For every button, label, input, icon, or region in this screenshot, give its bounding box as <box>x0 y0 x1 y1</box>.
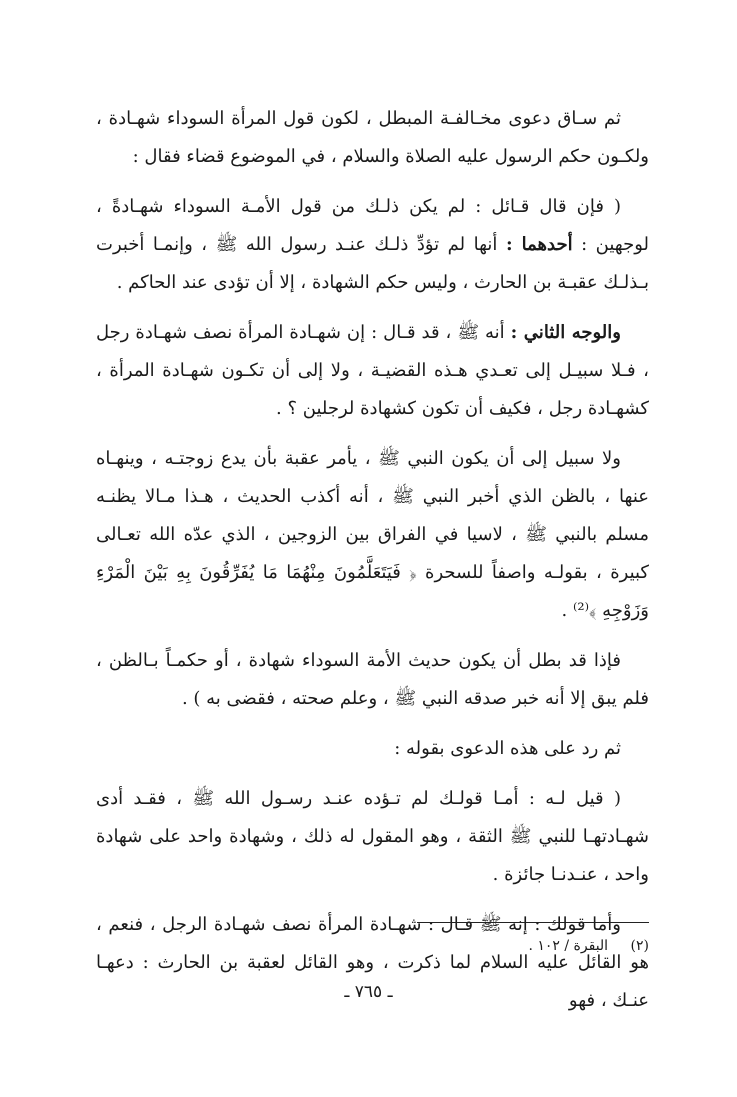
paragraph-text: وأما قولك : إنه ﷺ قـال : شهـادة المرأة نصف شهـادة الرجل ، فنعم ، هو القائل عليه السلام لما ذكرت ، وهو القائل لعقبة بن الحارث : دعهـا عنـك ، فهو <box>96 914 649 1011</box>
page-number: ـ ٧٦٥ ـ <box>344 982 393 1002</box>
paragraph-text: ( فإن قال قـائل : لم يكن ذلـك من قول الأمـة السوداء شهـادةً ، لوجهين : <box>96 196 649 255</box>
footnote-divider <box>417 922 649 923</box>
paragraph-2 <box>96 188 649 302</box>
paragraph-text: فإذا قد بطل أن يكون حديث الأمة السوداء شهادة ، أو حكمـاً بـالظن ، فلم يبق إلا أنه خبر صدقه النبي ﷺ ، وعلم صحته ، فقضى به ) . <box>96 650 649 709</box>
page-body <box>96 100 649 1032</box>
footnote-number: (٢) <box>630 938 649 954</box>
paragraph-text: أنه ﷺ ، قد قـال : إن شهـادة المرأة نصف شهـادة رجل ، فـلا سبيـل إلى تعـدي هـذه القضيـة ، ولا إلى أن تكـون شهـادة المرأة ، كشهـادة رجل ، فكيف أن تكون كشهادة لرجلين ؟ . <box>96 322 649 419</box>
paragraph-text: ولا سبيل إلى أن يكون النبي ﷺ ، يأمر عقبة بأن يدع زوجتـه ، وينهـاه عنها ، بالظن الذي أخبر النبي ﷺ ، أنه أكذب الحديث ، هـذا مـالا يظنـه مسلم بالنبي ﷺ ، لاسيا في الفراق بين الزوجين ، الذي عدّه الله تعـالى كبيرة ، بقولـه واصفاً للسحرة ﴿ فَيَتَعَلَّمُونَ مِنْهُمَا مَا يُفَرِّقُونَ بِهِ بَيْنَ الْمَرْءِ وَزَوْجِهِ ﴾⁽²⁾ . <box>96 448 649 621</box>
footnote-text: البقرة / ١٠٢ . <box>528 938 609 954</box>
paragraph-8 <box>96 906 649 1020</box>
paragraph-1 <box>96 100 649 176</box>
paragraph-text: أنها لم تؤدِّ ذلـك عنـد رسول الله ﷺ ، وإنمـا أخبرت بـذلـك عقبـة بن الحارث ، وليس حكم الشهادة ، إلا أن تؤدى عند الحاكم . <box>96 234 649 293</box>
paragraph-text: ثم رد على هذه الدعوى بقوله : <box>394 738 621 759</box>
paragraph-6 <box>96 730 649 768</box>
paragraph-7 <box>96 780 649 894</box>
paragraph-bold-lead: أحدهما : <box>505 234 573 255</box>
paragraph-4 <box>96 440 649 630</box>
paragraph-bold-lead: والوجه الثاني : <box>510 322 621 343</box>
paragraph-3 <box>96 314 649 428</box>
footnote <box>528 938 649 954</box>
paragraph-text: ( قيل لـه : أمـا قولـك لم تـؤده عنـد رسـول الله ﷺ ، فقـد أدى شهـادتهـا للنبي ﷺ الثقة ، وهو المقول له ذلك ، وشهادة واحد على شهادة واحد ، عنـدنـا جائزة . <box>96 788 649 885</box>
paragraph-text: ثم سـاق دعوى مخـالفـة المبطل ، لكون قول المرأة السوداء شهـادة ، ولكـون حكم الرسول عليه الصلاة والسلام ، في الموضوع قضاء فقال : <box>96 108 649 167</box>
paragraph-5 <box>96 642 649 718</box>
